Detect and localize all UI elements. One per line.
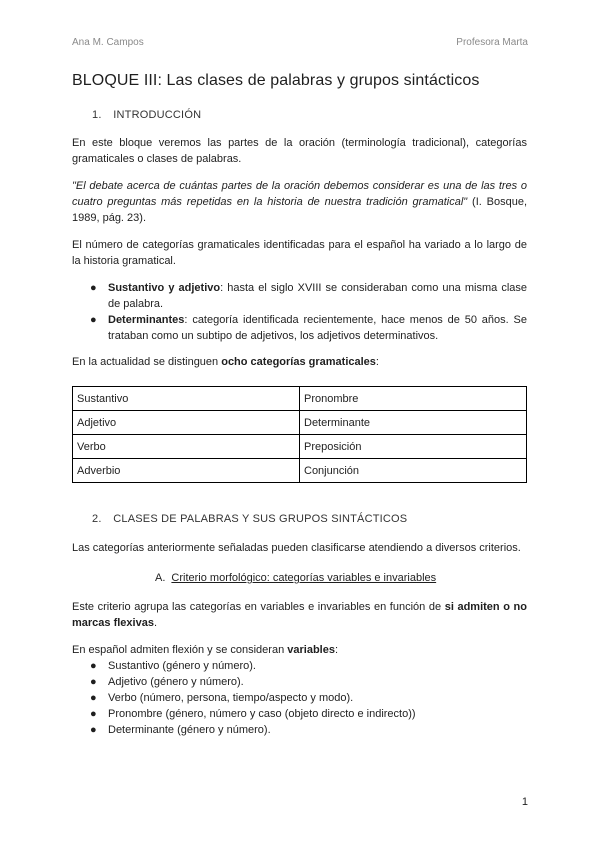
table-cell: Verbo	[73, 435, 300, 459]
list-item	[72, 706, 527, 722]
page-number: 1	[521, 796, 528, 808]
table-cell: Sustantivo	[73, 387, 300, 411]
table-cell: Adjetivo	[73, 411, 300, 435]
variables-intro-paragraph	[72, 642, 527, 658]
bullet-term: Sustantivo y adjetivo	[108, 282, 221, 294]
intro-paragraph: En este bloque veremos las partes de la oración (terminología tradicional), categorías gramaticales o clases de palabras.	[72, 137, 527, 165]
bullet-icon: ●	[90, 314, 97, 326]
emphasis-text: ocho categorías gramaticales	[221, 356, 376, 368]
categories-history-paragraph: El número de categorías gramaticales identificadas para el español ha variado a lo largo de la historia gramatical.	[72, 239, 527, 267]
text-prefix: En español admiten flexión y se consideran	[72, 644, 288, 656]
section-heading-clases	[92, 513, 407, 525]
text-suffix: :	[334, 644, 339, 656]
emphasis-text: si admiten o no marcas flexivas	[72, 601, 527, 629]
bullet-icon: ●	[90, 708, 97, 720]
text-suffix: .	[153, 617, 158, 629]
table-row	[73, 411, 527, 435]
subsection-heading	[155, 572, 436, 584]
eight-categories-paragraph	[72, 354, 527, 370]
bullet-icon: ●	[90, 676, 97, 688]
morphological-criterion-paragraph	[72, 599, 527, 631]
quote-paragraph	[72, 178, 527, 226]
page-title: BLOQUE III: Las clases de palabras y grupos sintácticos	[72, 72, 480, 89]
bullet-icon: ●	[90, 660, 97, 672]
text-prefix: Este criterio agrupa las categorías en variables e invariables en función de	[72, 601, 445, 613]
header-author: Ana M. Campos	[72, 37, 144, 48]
list-item-text: Verbo (número, persona, tiempo/aspecto y modo).	[108, 692, 354, 704]
bullet-icon: ●	[90, 692, 97, 704]
text-suffix: :	[375, 356, 379, 368]
section-number: 2.	[92, 513, 102, 525]
variables-list	[72, 658, 527, 738]
list-item	[72, 280, 527, 312]
list-item-text: Sustantivo (género y número).	[108, 660, 256, 672]
section-title: INTRODUCCIÓN	[113, 109, 202, 121]
list-item-text: Pronombre (género, número y caso (objeto directo e indirecto))	[108, 708, 416, 720]
subsection-letter: A.	[155, 572, 166, 584]
list-item	[72, 722, 527, 738]
header-teacher: Profesora Marta	[456, 37, 528, 48]
history-bullet-list	[72, 280, 527, 344]
table-cell: Pronombre	[300, 387, 527, 411]
criteria-intro-paragraph: Las categorías anteriormente señaladas pueden clasificarse atendiendo a diversos criterios.	[72, 542, 521, 554]
bullet-icon: ●	[90, 724, 97, 736]
bullet-term: Determinantes	[108, 314, 185, 326]
categories-table	[72, 386, 527, 483]
emphasis-text: variables	[287, 644, 335, 656]
table-cell: Determinante	[300, 411, 527, 435]
text-prefix: En la actualidad se distinguen	[72, 356, 222, 368]
list-item	[72, 674, 527, 690]
bullet-icon: ●	[90, 282, 97, 294]
bullet-text: : hasta el siglo XVIII se consideraban como una misma clase de palabra.	[108, 282, 527, 310]
bullet-text: : categoría identificada recientemente, hace menos de 50 años. Se trataban como un subtipo de adjetivos, los adjetivos determinativos.	[108, 314, 527, 342]
section-heading-introduccion	[92, 109, 201, 121]
list-item	[72, 312, 527, 344]
table-cell: Adverbio	[73, 459, 300, 483]
table-cell: Preposición	[300, 435, 527, 459]
table-row	[73, 435, 527, 459]
list-item	[72, 690, 527, 706]
quote-text: "El debate acerca de cuántas partes de la oración debemos considerar es una de las tres o cuatro preguntas más repetidas en la historia de nuestra tradición gramatical"	[72, 180, 527, 208]
table-cell: Conjunción	[300, 459, 527, 483]
subsection-title: Criterio morfológico: categorías variables e invariables	[171, 572, 437, 584]
list-item-text: Adjetivo (género y número).	[108, 676, 244, 688]
list-item	[72, 658, 527, 674]
quote-citation: (I. Bosque, 1989, pág. 23).	[72, 196, 527, 224]
table-row	[73, 387, 527, 411]
section-number: 1.	[92, 109, 102, 121]
section-title: CLASES DE PALABRAS Y SUS GRUPOS SINTÁCTICOS	[113, 513, 408, 525]
table-row	[73, 459, 527, 483]
list-item-text: Determinante (género y número).	[108, 724, 271, 736]
